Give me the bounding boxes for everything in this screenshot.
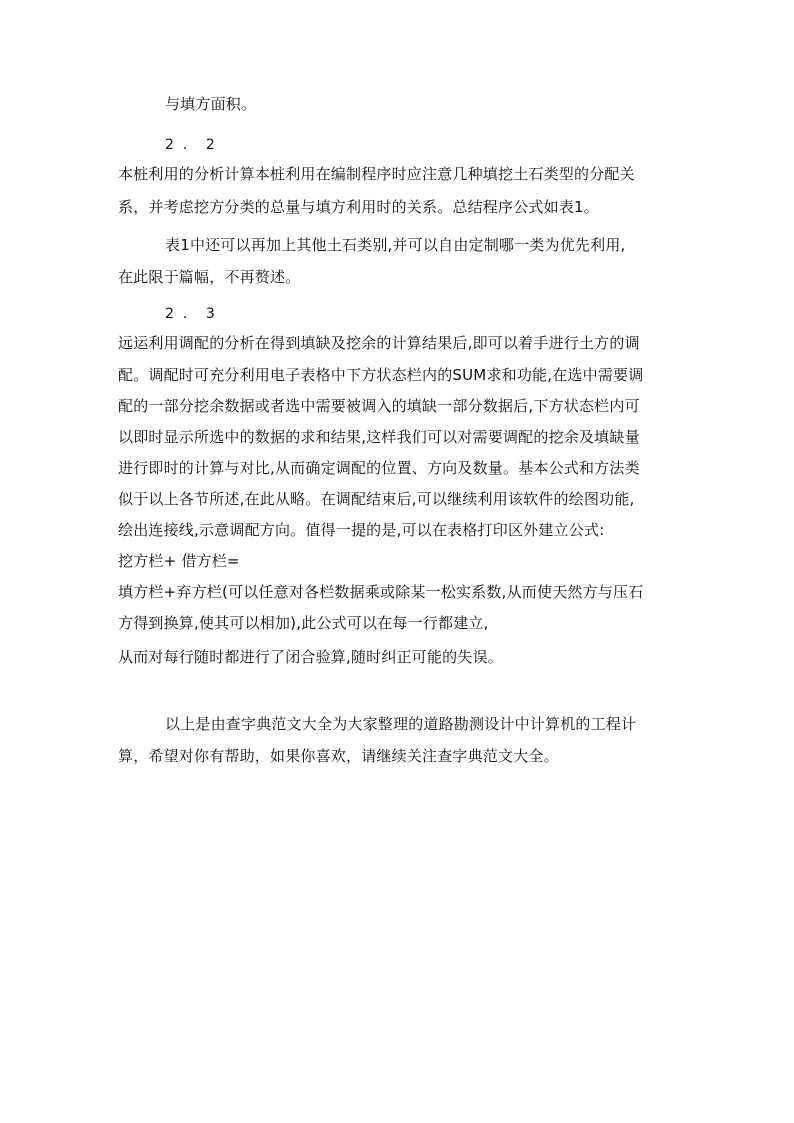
paragraph-line: 配的一部分挖余数据或者选中需要被调入的填缺一部分数据后,下方状态栏内可 bbox=[118, 397, 640, 415]
paragraph-line: 方得到换算,使其可以相加),此公式可以在每一行都建立, bbox=[118, 614, 489, 632]
paragraph-line: 在此限于篇幅，不再赘述。 bbox=[118, 268, 301, 286]
paragraph-line: 从而对每行随时都进行了闭合验算,随时纠正可能的失误。 bbox=[118, 648, 503, 666]
paragraph-line: 绘出连接线,示意调配方向。值得一提的是,可以在表格打印区外建立公式: bbox=[118, 521, 605, 539]
section-number: 2．3 bbox=[165, 306, 224, 322]
paragraph-line: 以上是由查字典范文大全为大家整理的道路勘测设计中计算机的工程计 bbox=[165, 715, 637, 733]
paragraph-line: 系，并考虑挖方分类的总量与填方利用时的关系。总结程序公式如表1。 bbox=[118, 198, 599, 216]
paragraph-line: 与填方面积。 bbox=[165, 95, 257, 113]
paragraph-line: 表1中还可以再加上其他土石类别,并可以自由定制哪一类为优先利用, bbox=[165, 236, 626, 254]
paragraph-line: 进行即时的计算与对比,从而确定调配的位置、方向及数量。基本公式和方法类 bbox=[118, 459, 640, 477]
paragraph-line: 填方栏+弃方栏(可以任意对各栏数据乘或除某一松实系数,从而使天然方与压石 bbox=[118, 583, 644, 601]
paragraph-line: 远运利用调配的分析在得到填缺及挖余的计算结果后,即可以着手进行土方的调 bbox=[118, 334, 640, 352]
paragraph-line: 以即时显示所选中的数据的求和结果,这样我们可以对需要调配的挖余及填缺量 bbox=[118, 428, 640, 446]
formula-line: 挖方栏+ 借方栏= bbox=[118, 552, 240, 570]
paragraph-line: 配。调配时可充分利用电子表格中下方状态栏内的SUM求和功能,在选中需要调 bbox=[118, 366, 644, 384]
section-number: 2．2 bbox=[165, 137, 224, 153]
paragraph-line: 算，希望对你有帮助，如果你喜欢，请继续关注查字典范文大全。 bbox=[118, 747, 559, 765]
paragraph-line: 本桩利用的分析计算本桩利用在编制程序时应注意几种填挖土石类型的分配关 bbox=[118, 165, 635, 183]
paragraph-line: 似于以上各节所述,在此从略。在调配结束后,可以继续利用该软件的绘图功能, bbox=[118, 490, 635, 508]
